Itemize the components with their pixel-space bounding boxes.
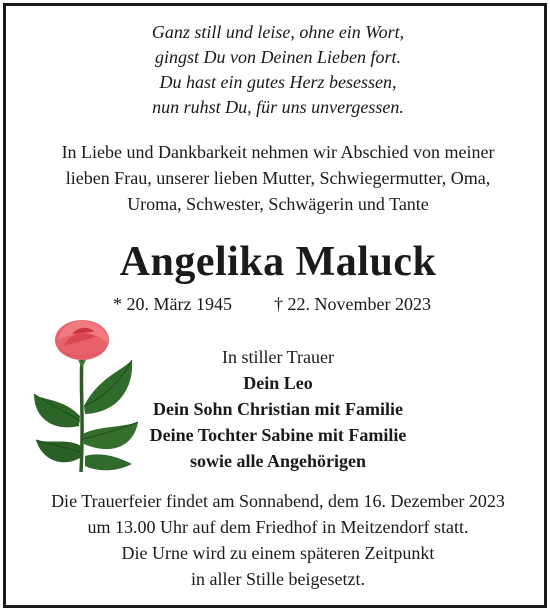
intro-text [6,139,550,217]
intro-line: lieben Frau, unserer lieben Mutter, Schwiegermutter, Oma, [65,168,491,188]
funeral-line: Die Trauerfeier findet am Sonnabend, dem 16. Dezember 2023 [51,491,505,511]
mourner-name: Deine Tochter Sabine mit Familie [149,425,407,445]
funeral-line: um 13.00 Uhr auf dem Friedhof in Meitzendorf statt. [87,517,469,537]
birth-date: * 20. März 1945 [113,294,232,314]
mourners-heading: In stiller Trauer [222,347,334,367]
poem-line: gingst Du von Deinen Lieben fort. [155,47,401,67]
funeral-line: Die Urne wird zu einem späteren Zeitpunkt [121,543,435,563]
funeral-info [6,488,550,592]
mourner-name: sowie alle Angehörigen [190,451,366,471]
mourner-name: Dein Sohn Christian mit Familie [152,399,403,419]
poem-line: Du hast ein gutes Herz besessen, [159,72,397,92]
poem-line: Ganz still und leise, ohne ein Wort, [151,22,405,42]
mourners [6,344,550,474]
poem-line: nun ruhst Du, für uns unvergessen. [152,97,404,117]
intro-line: In Liebe und Dankbarkeit nehmen wir Abschied von meiner [61,142,495,162]
obituary-notice [3,3,547,608]
deceased-name: Angelika Maluck [119,239,437,285]
death-date: † 22. November 2023 [274,294,431,314]
funeral-line: in aller Stille beigesetzt. [191,569,365,589]
poem [6,20,550,120]
intro-line: Uroma, Schwester, Schwägerin und Tante [127,194,429,214]
mourner-name: Dein Leo [243,373,313,393]
